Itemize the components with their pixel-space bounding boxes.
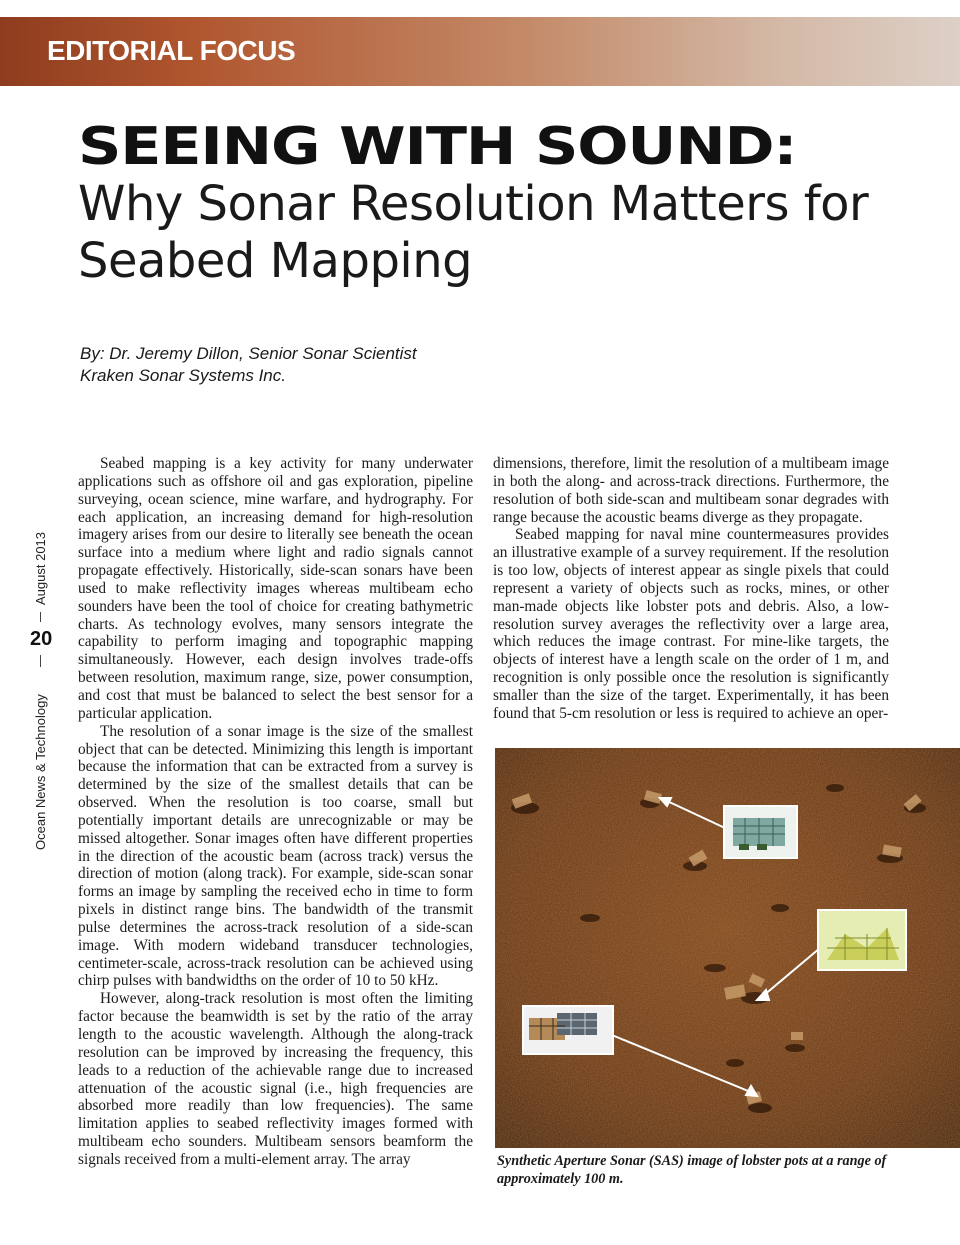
side-rule-bottom — [40, 655, 41, 667]
body-paragraph: Seabed mapping for naval mine countermeasures provides an illustrative example of a survey requirement. If the resolution is too low, objects of interest appear as single pixels that could represent a variety of objects such as rocks, mines, or other man-made objects like lobster pots and debris. Also, a low-resolution survey averages the reflectivity over a large area, which reduces the image contrast. For mine-like targets, the objects of interest have a length scale on the order of 1 m, and recognition is only possible once the resolution is significantly smaller than the size of the target. Experimentally, it has been found that 5-cm resolution or less is required to achieve an oper- — [493, 526, 889, 722]
lobster-pot-render-icon — [724, 806, 797, 858]
sonar-image-graphic — [495, 748, 960, 1148]
body-paragraph: The resolution of a sonar image is the size of the smallest object that can be detected. Minimizing this length is important because the information that can be extracted from a survey is determined by the size of the smallest details that can be observed. When the resolution is too coarse, small but potentially important details are unrecognizable or may be missed altogether. Sonar images often have different properties in the direction of the acoustic beam (across track) versus the direction of motion (along track). For example, side-scan sonar forms an image by sampling the received echo in time to form pixels in distinct range bins. The bandwidth of the transmit pulse determines the across-track resolution of a side-scan image. With modern wideband transducer technologies, centimeter-scale, across-track resolution can be achieved using chirp pulses with bandwidths on the order of 10 to 50 kHz. — [78, 722, 473, 990]
section-label: EDITORIAL FOCUS — [47, 35, 296, 66]
byline — [80, 343, 417, 387]
body-column-left — [78, 455, 473, 1169]
publication-name: Ocean News & Technology — [33, 694, 48, 850]
lobster-pot-render-icon — [818, 910, 906, 970]
page-number: 20 — [30, 628, 53, 650]
side-rule-top — [40, 612, 41, 622]
article-headline: SEEING WITH SOUND: — [78, 117, 797, 177]
article-subhead: Why Sonar Resolution Matters for Seabed Mapping — [78, 176, 869, 289]
byline-company: Kraken Sonar Systems Inc. — [80, 366, 286, 385]
byline-author: By: Dr. Jeremy Dillon, Senior Sonar Scientist — [80, 344, 417, 363]
body-paragraph: However, along-track resolution is most often the limiting factor because the beamwidth is set by the ratio of the array length to the acoustic wavelength. Although the along-track resolution can be improved by increasing the frequency, this leads to a reduction of the achievable range due to increased attenuation of the acoustic signal (i.e., high frequencies are absorbed more readily than low frequencies). The same limitation applies to seabed reflectivity images formed with multibeam echo sounders. Multibeam sensors beamform the signals received from a multi-element array. The array — [78, 990, 473, 1168]
sas-seabed-image — [495, 748, 960, 1148]
lobster-pot-group-render-icon — [523, 1006, 613, 1054]
section-banner — [0, 17, 960, 86]
body-column-right — [493, 455, 889, 723]
body-paragraph: Seabed mapping is a key activity for many underwater applications such as offshore oil and gas exploration, pipeline surveying, ocean science, mine warfare, and hydrography. For each application, an increasing demand for high-resolution imagery arises from our desire to literally see beneath the ocean surface into a medium where light and radio signals cannot propagate effectively. Historically, side-scan sonars have been used to make reflectivity images whereas multibeam echo sounders have been the tool of choice for creating bathymetric charts. As technology evolves, many sensors integrate the capability to perform imaging and topographic mapping simultaneously. However, each design involves trade-offs between resolution, maximum range, size, power consumption, and cost that must be balanced to select the best sensor for a particular application. — [78, 455, 473, 722]
figure-caption: Synthetic Aperture Sonar (SAS) image of lobster pots at a range of approximately 100 m. — [497, 1153, 887, 1187]
body-paragraph: dimensions, therefore, limit the resolution of a multibeam image in both the along- and across-track directions. Furthermore, the resolution of both side-scan and multibeam sonar degrades with range because the acoustic beams diverge as they propagate. — [493, 455, 889, 526]
issue-date: August 2013 — [33, 531, 48, 605]
